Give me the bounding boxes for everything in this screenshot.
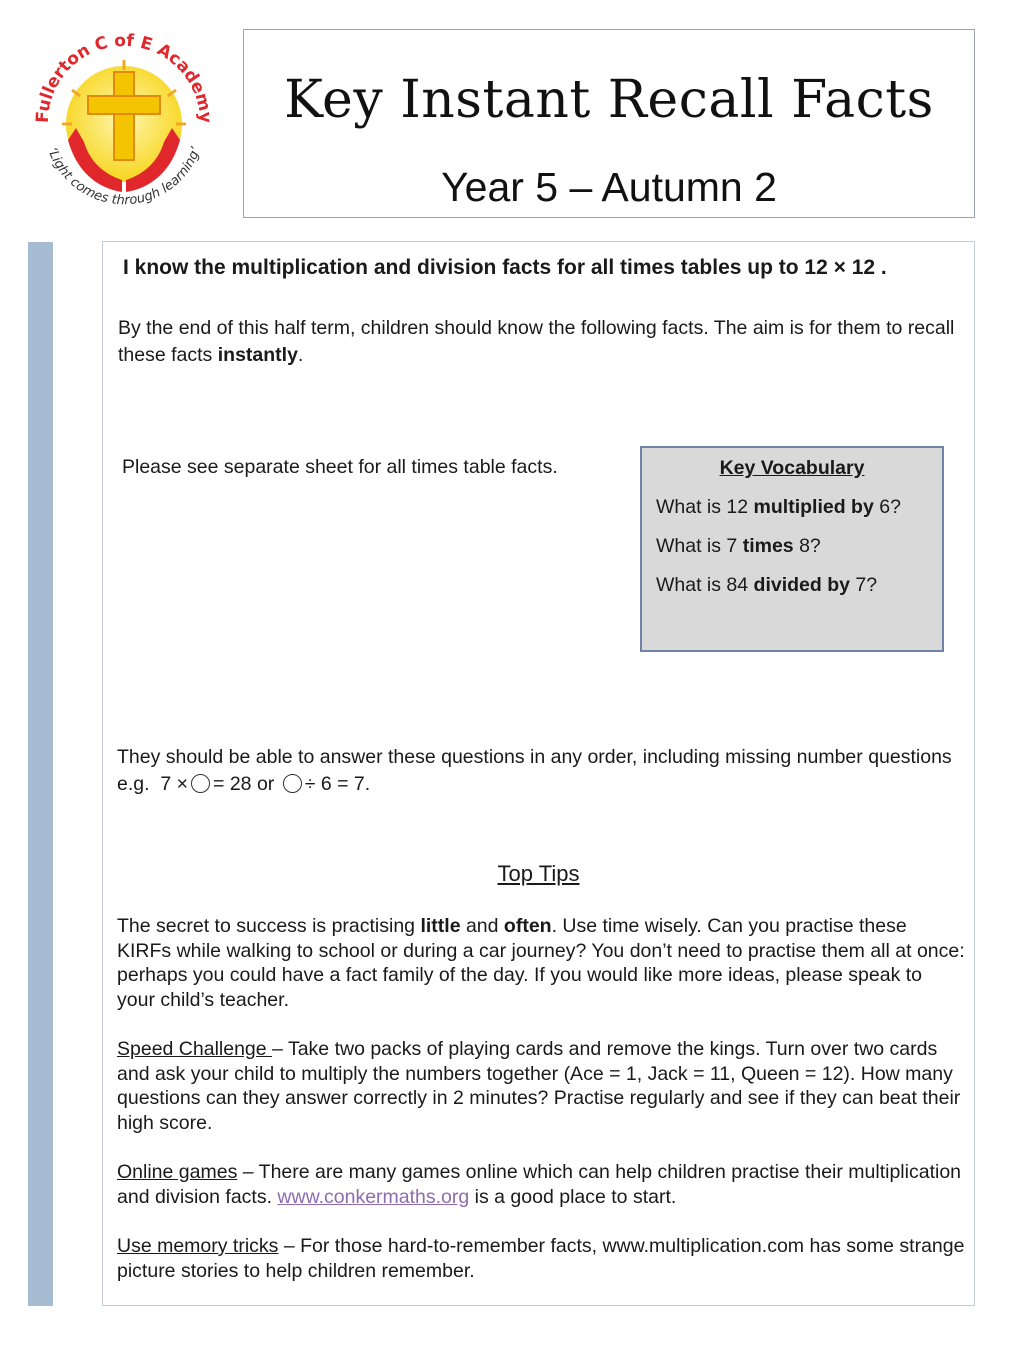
intro-paragraph: By the end of this half term, children should know the following facts. The aim is for them to recall these facts instantly.: [118, 317, 955, 366]
page-subtitle: Year 5 – Autumn 2: [441, 164, 777, 210]
page-title: Key Instant Recall Facts: [284, 70, 934, 130]
tip-online-games: Online games – There are many games online which can help children practise their multiplication and division facts. www.conkermaths.org is a good place to start.: [117, 1161, 962, 1208]
tip-memory-tricks: Use memory tricks – For those hard-to-remember facts, www.multiplication.com has some strange picture stories to help children remember.: [117, 1235, 965, 1282]
side-accent-bar: [28, 242, 53, 1306]
see-sheet-note: Please see separate sheet for all times table facts.: [122, 456, 558, 478]
main-content-box: [102, 241, 975, 1306]
vocab-item: What is 84 divided by 7?: [656, 574, 878, 596]
any-order-paragraph: They should be able to answer these questions in any order, including missing number questions e.g. 7 × = 28 or ÷ 6 = 7.: [117, 746, 952, 795]
svg-text:Fullerton C of E Academy: Fullerton C of E Academy: [32, 30, 216, 124]
key-vocabulary-box: [640, 446, 944, 652]
conkermaths-link[interactable]: www.conkermaths.org: [277, 1185, 470, 1208]
vocab-item: What is 7 times 8?: [656, 535, 821, 557]
missing-number-circle-icon: [191, 774, 210, 793]
vocab-title: Key Vocabulary: [719, 457, 865, 479]
missing-number-circle-icon: [283, 774, 302, 793]
header-box: [243, 29, 975, 218]
tip-speed-challenge: Speed Challenge – Take two packs of playing cards and remove the kings. Turn over two cards and ask your child to multiply the numbers together (Ace = 1, Jack = 11, Queen = 12). How many questions can they answer correctly in 2 minutes? Practise regularly and see if they can beat their high score.: [117, 1038, 961, 1134]
tip-label: Speed Challenge: [117, 1038, 273, 1060]
vocab-item: What is 12 multiplied by 6?: [656, 496, 901, 518]
tip-secret-paragraph: The secret to success is practising little and often. Use time wisely. Can you practise these KIRFs while walking to school or during a car journey? You don’t need to practise them all at once: perhaps you could have a fact family of the day. If you would like more ideas, please speak to your child’s teacher.: [117, 915, 965, 1011]
tip-label: Online games: [117, 1161, 238, 1183]
tip-label: Use memory tricks: [117, 1235, 279, 1257]
objective-heading: I know the multiplication and division facts for all times tables up to 12 × 12 .: [123, 256, 887, 279]
school-logo: [26, 30, 222, 220]
svg-text:‘Light comes through learning’: ‘Light comes through learning’: [44, 145, 204, 209]
top-tips-heading: Top Tips: [497, 861, 580, 886]
